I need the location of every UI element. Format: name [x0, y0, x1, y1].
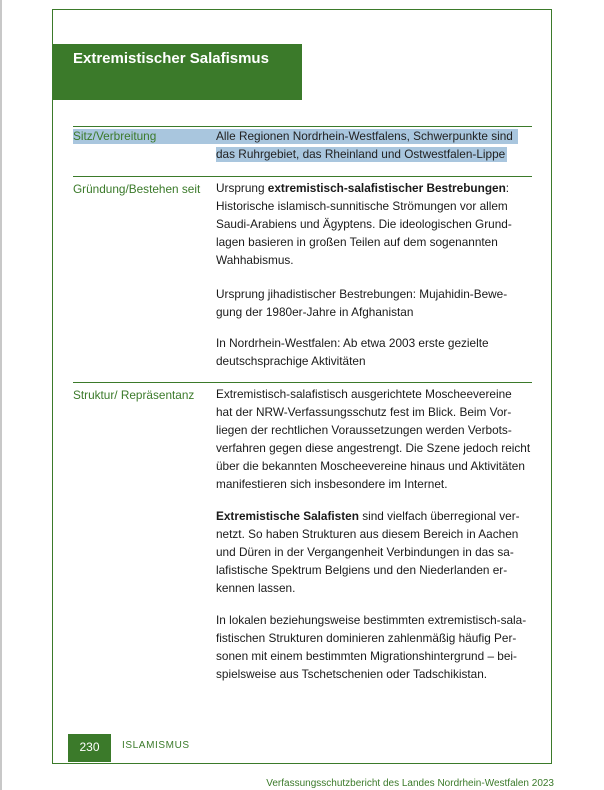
- text-line: gung der 1980er-Jahre in Afghanistan: [216, 305, 414, 319]
- paragraph[interactable]: [216, 507, 534, 597]
- paragraph[interactable]: [216, 334, 534, 370]
- text-line: verfahren gegen diese angestrengt. Die Szene jedoch reicht: [216, 441, 531, 455]
- row-label-gruendung: Gründung/Bestehen seit: [73, 182, 201, 196]
- text-line: spielsweise aus Tschetschenien oder Tadschikistan.: [216, 667, 488, 681]
- bold-term: extremistisch-salafistischer Bestrebungen: [267, 181, 506, 195]
- paragraph[interactable]: [216, 611, 534, 683]
- text-line: über die bekannten Moscheevereine hinaus und Aktivitäten: [216, 459, 525, 473]
- row-label-struktur: Struktur/ Repräsentanz: [73, 388, 195, 402]
- text-line: das Ruhrgebiet, das Rheinland und Ostwestfalen-Lippe: [216, 147, 506, 161]
- row-divider: [73, 382, 532, 383]
- text-line: und Düren in der Vergangenheit Verbindungen in das sa-: [216, 545, 514, 559]
- text-line: In Nordrhein-Westfalen: Ab etwa 2003 erste gezielte: [216, 336, 489, 350]
- text-line: Extremistisch-salafistisch ausgerichtete Moscheevereine: [216, 387, 512, 401]
- text-line: fistischen Strukturen dominieren zahlenmäßig häufig Per-: [216, 631, 517, 645]
- text-line: Ursprung jihadistischer Bestrebungen: Mujahidin-Bewe-: [216, 287, 508, 301]
- text-line: Historische islamisch-sunnitische Strömungen vor allem: [216, 199, 508, 213]
- text-line: lafistische Spektrum Belgiens und den Niederlanden er-: [216, 563, 508, 577]
- text-line: lagen basieren in großen Teilen auf dem sogenannten: [216, 235, 498, 249]
- text-line: Saudi-Arabiens und Ägyptens. Die ideologischen Grund-: [216, 217, 512, 231]
- row-label-sitz: Sitz/Verbreitung: [73, 129, 157, 143]
- text-line: netzt. So haben Strukturen aus diesem Bereich in Aachen: [216, 527, 519, 541]
- report-footer: Verfassungsschutzbericht des Landes Nordrhein-Westfalen 2023: [266, 778, 554, 789]
- text-line: Wahhabismus.: [216, 253, 294, 267]
- text-line: sonen mit einem bestimmten Migrationshintergrund – bei-: [216, 649, 517, 663]
- page-edge-rule: [0, 0, 2, 790]
- chapter-title: Extremistischer Salafismus: [52, 44, 302, 100]
- section-name: ISLAMISMUS: [122, 740, 190, 751]
- paragraph[interactable]: [216, 385, 534, 493]
- text-line: kennen lassen.: [216, 581, 296, 595]
- page-number: 230: [68, 734, 111, 762]
- text-line: manifestieren sich insbesondere im Internet.: [216, 477, 448, 491]
- text-line: Alle Regionen Nordrhein-Westfalens, Schwerpunkte sind: [216, 129, 513, 143]
- text-line: liegen der rechtlichen Voraussetzungen werden Verbots-: [216, 423, 512, 437]
- row-divider: [73, 176, 532, 177]
- bold-term: Extremistische Salafisten: [216, 509, 359, 523]
- text-line: deutschsprachige Aktivitäten: [216, 354, 366, 368]
- row-text-sitz[interactable]: [216, 127, 534, 163]
- text-line: Extremistische Salafisten sind vielfach überregional ver-: [216, 509, 520, 523]
- text-line: Ursprung extremistisch-salafistischer Bestrebungen:: [216, 181, 510, 195]
- text-line: In lokalen beziehungsweise bestimmten extremistisch-sala-: [216, 613, 527, 627]
- text-line: hat der NRW-Verfassungsschutz fest im Blick. Beim Vor-: [216, 405, 512, 419]
- paragraph[interactable]: [216, 285, 534, 321]
- paragraph[interactable]: [216, 179, 534, 269]
